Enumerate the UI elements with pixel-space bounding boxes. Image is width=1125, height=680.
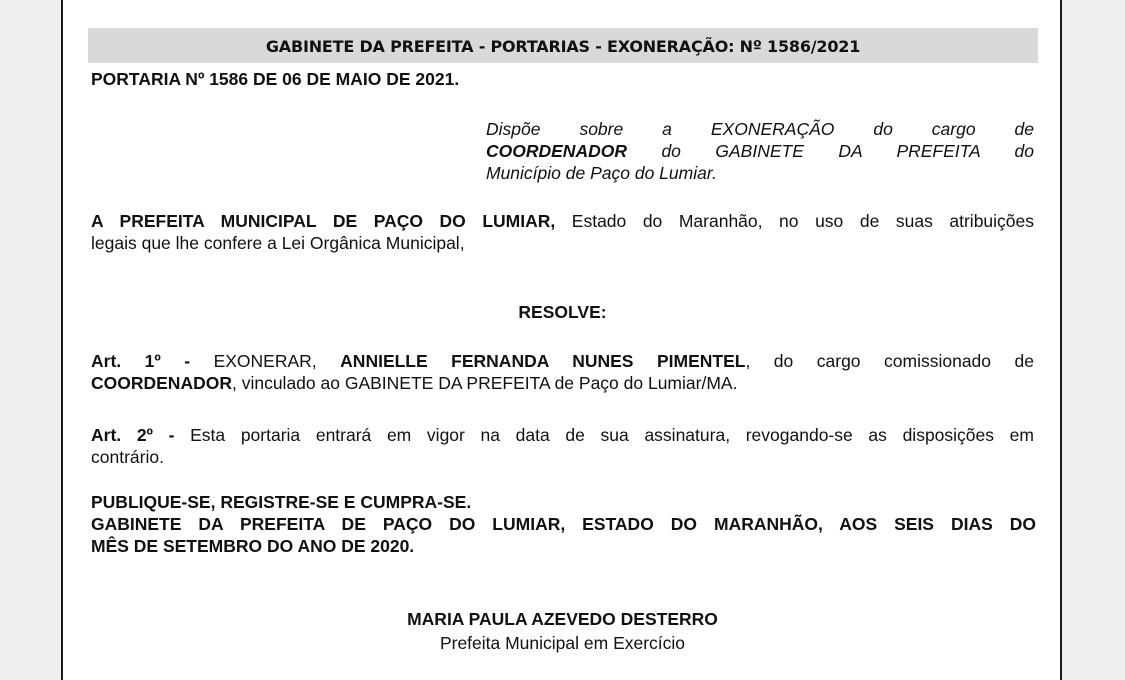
preamble-line-2: legais que lhe confere a Lei Orgânica Municipal, xyxy=(91,233,465,253)
article-2-text-1: Esta portaria entrará em vigor na data de sua assinatura, revogando-se as disposições em xyxy=(174,425,1034,445)
article-1-text-1: EXONERAR, xyxy=(190,351,341,371)
article-2 xyxy=(91,424,1034,468)
article-1-text-2: , do cargo comissionado de xyxy=(745,351,1034,371)
portaria-summary xyxy=(486,118,1034,184)
closing-block xyxy=(91,491,1036,557)
article-1-name: ANNIELLE FERNANDA NUNES PIMENTEL xyxy=(340,351,746,371)
portaria-title: PORTARIA Nº 1586 DE 06 DE MAIO DE 2021. xyxy=(91,69,460,89)
signatory-role: Prefeita Municipal em Exercício xyxy=(439,633,686,653)
article-2-line-1 xyxy=(91,424,1034,446)
preamble-line-1-text: Estado do Maranhão, no uso de suas atribuições xyxy=(555,211,1035,231)
viewer-background-left xyxy=(0,0,62,678)
summary-line-1: Dispõe sobre a EXONERAÇÃO do cargo de xyxy=(486,119,1034,139)
document-page xyxy=(61,0,1062,680)
preamble xyxy=(91,210,1034,254)
summary-line-3: Município de Paço do Lumiar. xyxy=(486,163,717,183)
closing-line-3: MÊS DE SETEMBRO DO ANO DE 2020. xyxy=(91,536,415,556)
summary-line-2-text: do GABINETE DA PREFEITA do xyxy=(626,141,1034,161)
article-1-text-3: , vinculado ao GABINETE DA PREFEITA de Paço do Lumiar/MA. xyxy=(231,373,738,393)
article-1-line-2 xyxy=(91,372,1034,394)
article-1-label: Art. 1º - xyxy=(91,351,191,371)
section-header: GABINETE DA PREFEITA - PORTARIAS - EXONERAÇÃO: Nº 1586/2021 xyxy=(88,28,1038,63)
resolve-heading: RESOLVE: xyxy=(518,302,607,322)
closing-line-2: GABINETE DA PREFEITA DE PAÇO DO LUMIAR, ESTADO DO MARANHÃO, AOS SEIS DIAS DO xyxy=(91,514,1036,534)
article-1-line-1 xyxy=(91,350,1034,372)
preamble-authority: A PREFEITA MUNICIPAL DE PAÇO DO LUMIAR, xyxy=(91,211,556,231)
article-2-line-2: contrário. xyxy=(91,447,164,467)
summary-cargo: COORDENADOR xyxy=(486,141,627,161)
closing-line-1: PUBLIQUE-SE, REGISTRE-SE E CUMPRA-SE. xyxy=(91,492,472,512)
summary-line-2 xyxy=(486,140,1034,162)
viewer-background-right xyxy=(1064,0,1125,678)
article-1-cargo: COORDENADOR xyxy=(91,373,232,393)
signatory-name: MARIA PAULA AZEVEDO DESTERRO xyxy=(407,609,718,629)
preamble-line-1 xyxy=(91,210,1034,232)
article-2-label: Art. 2º - xyxy=(91,425,175,445)
article-1 xyxy=(91,350,1034,394)
